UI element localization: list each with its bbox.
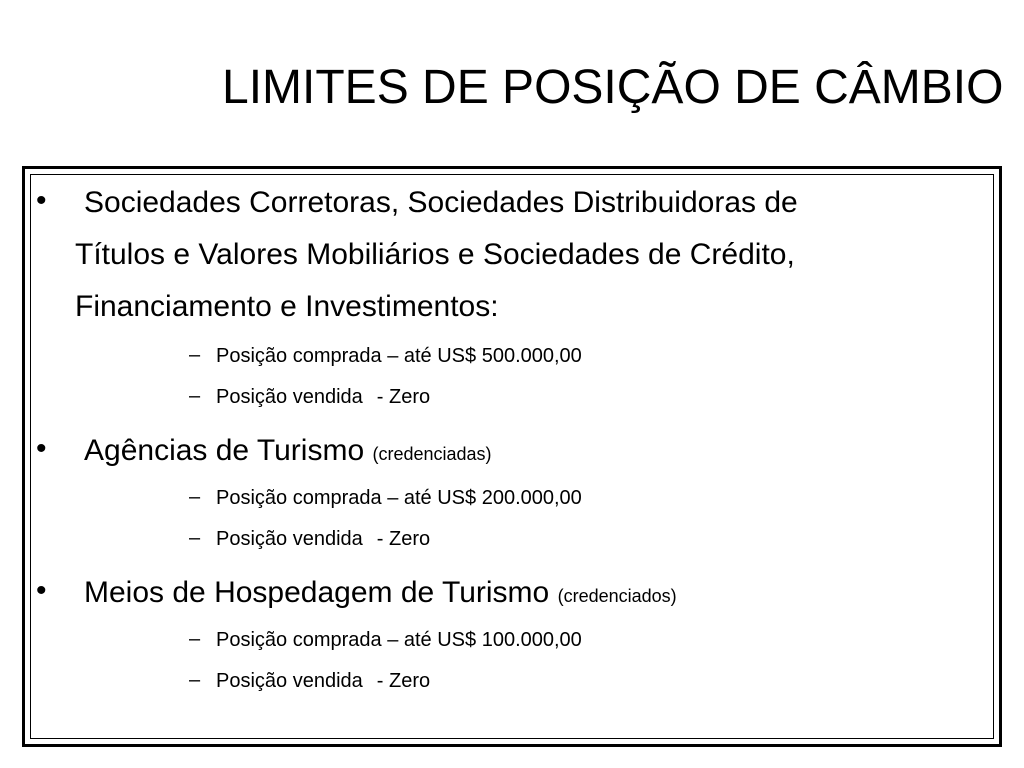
sub-item-label: Posição comprada – até US$ 500.000,00	[216, 345, 582, 367]
sub-item	[216, 385, 430, 409]
sub-item-value: - Zero	[376, 528, 431, 550]
dash-icon: –	[189, 385, 201, 407]
bullet-icon: •	[36, 574, 47, 607]
list-item-line: Financiamento e Investimentos:	[75, 290, 499, 323]
bullet-icon: •	[36, 184, 47, 217]
list-item-qualifier: (credenciadas)	[372, 444, 492, 464]
list-item-line	[84, 578, 677, 608]
sub-item-label: Posição vendida	[216, 386, 363, 408]
sub-item-label: Posição vendida	[216, 528, 363, 550]
dash-icon: –	[189, 486, 201, 508]
list-item-label: Agências de Turismo	[84, 434, 365, 467]
sub-item-value: - Zero	[376, 386, 431, 408]
slide-title: LIMITES DE POSIÇÃO DE CÂMBIO	[222, 61, 1004, 114]
sub-item	[216, 486, 582, 510]
sub-item-label: Posição vendida	[216, 670, 363, 692]
sub-item-label: Posição comprada – até US$ 200.000,00	[216, 487, 582, 509]
list-item-qualifier: (credenciados)	[557, 586, 677, 606]
dash-icon: –	[189, 628, 201, 650]
dash-icon: –	[189, 669, 201, 691]
list-item-line: Sociedades Corretoras, Sociedades Distribuidoras de	[84, 186, 798, 219]
sub-item	[216, 344, 582, 368]
sub-item	[216, 669, 430, 693]
dash-icon: –	[189, 344, 201, 366]
list-item-line: Títulos e Valores Mobiliários e Sociedades de Crédito,	[75, 238, 795, 271]
sub-item-value: - Zero	[376, 670, 431, 692]
sub-item	[216, 527, 430, 551]
sub-item	[216, 628, 582, 652]
list-item-line	[84, 436, 492, 466]
sub-item-label: Posição comprada – até US$ 100.000,00	[216, 629, 582, 651]
bullet-icon: •	[36, 432, 47, 465]
list-item-label: Meios de Hospedagem de Turismo	[84, 576, 550, 609]
dash-icon: –	[189, 527, 201, 549]
